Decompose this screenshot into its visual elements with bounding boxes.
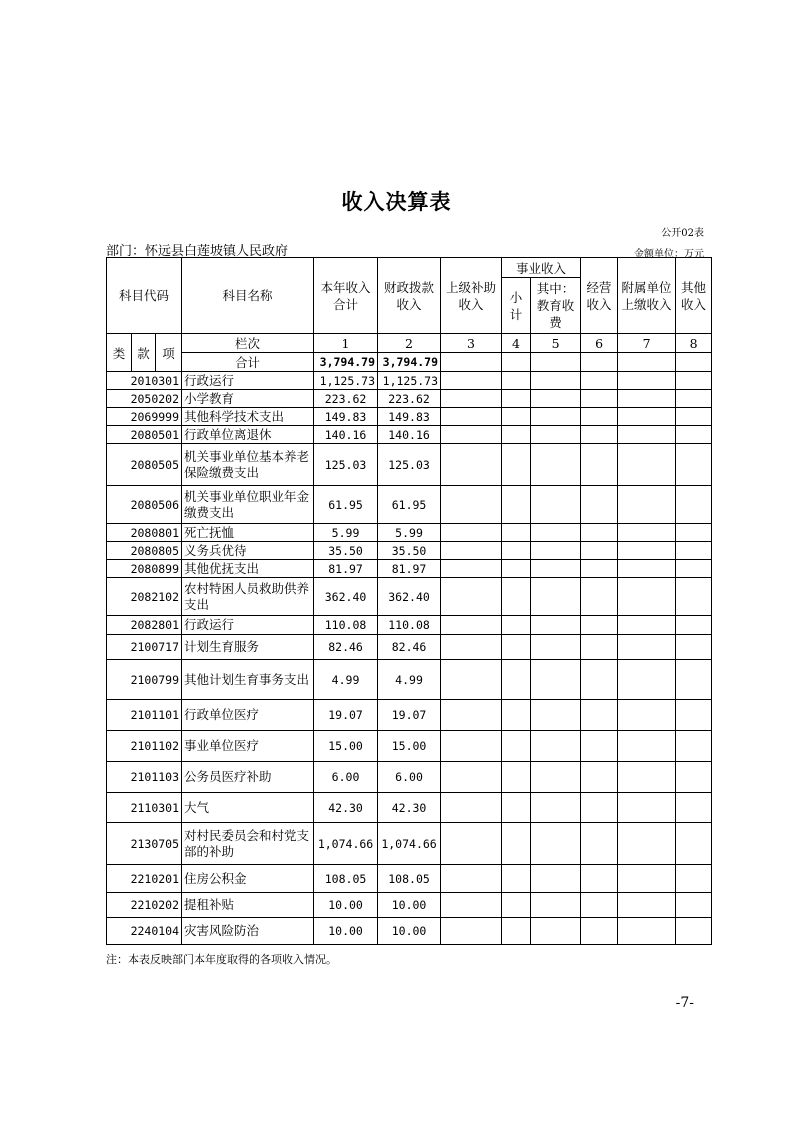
row-name: 行政单位医疗	[182, 700, 314, 731]
table-row	[107, 893, 712, 918]
col-num: 1	[314, 334, 378, 353]
row-name: 对村民委员会和村党支部的补助	[182, 823, 314, 865]
row-code: 2082801	[107, 616, 182, 635]
row-name: 行政运行	[182, 372, 314, 390]
header-business: 事业收入	[502, 258, 581, 278]
row-code: 2080801	[107, 524, 182, 542]
row-fiscal: 15.00	[378, 731, 441, 762]
row-code: 2210202	[107, 893, 182, 918]
col-num: 7	[618, 334, 676, 353]
row-code: 2100717	[107, 635, 182, 660]
row-total: 42.30	[314, 793, 378, 823]
row-name: 死亡抚恤	[182, 524, 314, 542]
row-code: 2101103	[107, 762, 182, 793]
header-xiang: 项	[156, 334, 182, 372]
row-name: 其他计划生育事务支出	[182, 660, 314, 700]
row-code: 2110301	[107, 793, 182, 823]
table-row	[107, 486, 712, 524]
row-fiscal: 4.99	[378, 660, 441, 700]
row-fiscal: 110.08	[378, 616, 441, 635]
row-fiscal: 82.46	[378, 635, 441, 660]
col-num: 2	[378, 334, 441, 353]
row-total: 10.00	[314, 918, 378, 945]
row-code: 2130705	[107, 823, 182, 865]
row-fiscal: 108.05	[378, 865, 441, 893]
row-total: 140.16	[314, 426, 378, 444]
table-note: 注：本表反映部门本年度取得的各项收入情况。	[106, 953, 337, 966]
row-total: 108.05	[314, 865, 378, 893]
row-total: 125.03	[314, 444, 378, 486]
row-total: 149.83	[314, 408, 378, 426]
row-fiscal: 10.00	[378, 893, 441, 918]
row-fiscal: 140.16	[378, 426, 441, 444]
col-num: 6	[581, 334, 618, 353]
row-total: 35.50	[314, 542, 378, 560]
table-row	[107, 444, 712, 486]
table-row	[107, 542, 712, 560]
row-fiscal: 1,125.73	[378, 372, 441, 390]
table-row	[107, 793, 712, 823]
table-row	[107, 731, 712, 762]
row-total: 5.99	[314, 524, 378, 542]
table-row	[107, 635, 712, 660]
row-name: 农村特困人员救助供养支出	[182, 578, 314, 616]
row-code: 2080501	[107, 426, 182, 444]
row-name: 小学教育	[182, 390, 314, 408]
row-fiscal: 125.03	[378, 444, 441, 486]
header-operating: 经营收入	[581, 258, 618, 334]
row-fiscal: 5.99	[378, 524, 441, 542]
row-code: 2080506	[107, 486, 182, 524]
row-code: 2050202	[107, 390, 182, 408]
row-total: 1,074.66	[314, 823, 378, 865]
table-row	[107, 578, 712, 616]
row-fiscal: 1,074.66	[378, 823, 441, 865]
page-title: 收入决算表	[341, 189, 452, 214]
row-total: 61.95	[314, 486, 378, 524]
total-income-value: 3,794.79	[314, 353, 378, 372]
table-row	[107, 524, 712, 542]
row-total: 82.46	[314, 635, 378, 660]
form-number: 公开02表	[661, 228, 704, 239]
row-name: 行政单位离退休	[182, 426, 314, 444]
row-code: 2101101	[107, 700, 182, 731]
row-total: 81.97	[314, 560, 378, 578]
row-code: 2082102	[107, 578, 182, 616]
row-fiscal: 81.97	[378, 560, 441, 578]
header-affiliated: 附属单位上缴收入	[618, 258, 676, 334]
row-name: 其他优抚支出	[182, 560, 314, 578]
header-edu-fee: 其中：教育收费	[531, 278, 581, 334]
row-fiscal: 6.00	[378, 762, 441, 793]
row-total: 223.62	[314, 390, 378, 408]
row-fiscal: 362.40	[378, 578, 441, 616]
col-num: 8	[676, 334, 712, 353]
row-total: 362.40	[314, 578, 378, 616]
header-lei: 类	[107, 334, 132, 372]
col-num: 3	[441, 334, 502, 353]
income-table	[106, 257, 712, 945]
table-row	[107, 372, 712, 390]
row-code: 2240104	[107, 918, 182, 945]
row-name: 事业单位医疗	[182, 731, 314, 762]
table-row	[107, 660, 712, 700]
row-fiscal: 42.30	[378, 793, 441, 823]
table-row	[107, 865, 712, 893]
row-code: 2069999	[107, 408, 182, 426]
row-total: 6.00	[314, 762, 378, 793]
table-row	[107, 823, 712, 865]
header-other: 其他收入	[676, 258, 712, 334]
header-subtotal: 小计	[502, 278, 531, 334]
row-code: 2210201	[107, 865, 182, 893]
header-code: 科目代码	[107, 258, 182, 334]
table-row	[107, 426, 712, 444]
total-fiscal-value: 3,794.79	[378, 353, 441, 372]
row-code: 2010301	[107, 372, 182, 390]
row-total: 110.08	[314, 616, 378, 635]
row-name: 公务员医疗补助	[182, 762, 314, 793]
col-num: 5	[531, 334, 581, 353]
total-row	[107, 353, 712, 372]
unit-label: 金额单位：万元	[634, 249, 704, 260]
page-number: -7-	[675, 995, 694, 1011]
row-code: 2100799	[107, 660, 182, 700]
row-name: 义务兵优待	[182, 542, 314, 560]
row-total: 10.00	[314, 893, 378, 918]
row-fiscal: 223.62	[378, 390, 441, 408]
row-total: 4.99	[314, 660, 378, 700]
row-fiscal: 35.50	[378, 542, 441, 560]
row-fiscal: 61.95	[378, 486, 441, 524]
row-name: 大气	[182, 793, 314, 823]
col-num: 4	[502, 334, 531, 353]
header-fiscal: 财政拨款收入	[378, 258, 441, 334]
table-row	[107, 560, 712, 578]
row-name: 其他科学技术支出	[182, 408, 314, 426]
table-row	[107, 918, 712, 945]
table-row	[107, 390, 712, 408]
header-total-income: 本年收入合计	[314, 258, 378, 334]
table-row	[107, 700, 712, 731]
row-total: 1,125.73	[314, 372, 378, 390]
header-lan-ci: 栏次	[182, 334, 314, 353]
table-row	[107, 408, 712, 426]
row-name: 机关事业单位基本养老保险缴费支出	[182, 444, 314, 486]
row-fiscal: 19.07	[378, 700, 441, 731]
row-code: 2080899	[107, 560, 182, 578]
header-name: 科目名称	[182, 258, 314, 334]
table-row	[107, 616, 712, 635]
row-code: 2080805	[107, 542, 182, 560]
row-name: 行政运行	[182, 616, 314, 635]
row-name: 提租补贴	[182, 893, 314, 918]
header-subsidy: 上级补助收入	[441, 258, 502, 334]
row-fiscal: 10.00	[378, 918, 441, 945]
row-code: 2101102	[107, 731, 182, 762]
row-name: 计划生育服务	[182, 635, 314, 660]
department-label: 部门：怀远县白莲坡镇人民政府	[106, 244, 289, 259]
row-name: 灾害风险防治	[182, 918, 314, 945]
table-row	[107, 762, 712, 793]
total-label: 合计	[182, 353, 314, 372]
row-total: 15.00	[314, 731, 378, 762]
row-code: 2080505	[107, 444, 182, 486]
header-kuan: 款	[132, 334, 156, 372]
row-fiscal: 149.83	[378, 408, 441, 426]
row-name: 机关事业单位职业年金缴费支出	[182, 486, 314, 524]
row-total: 19.07	[314, 700, 378, 731]
row-name: 住房公积金	[182, 865, 314, 893]
